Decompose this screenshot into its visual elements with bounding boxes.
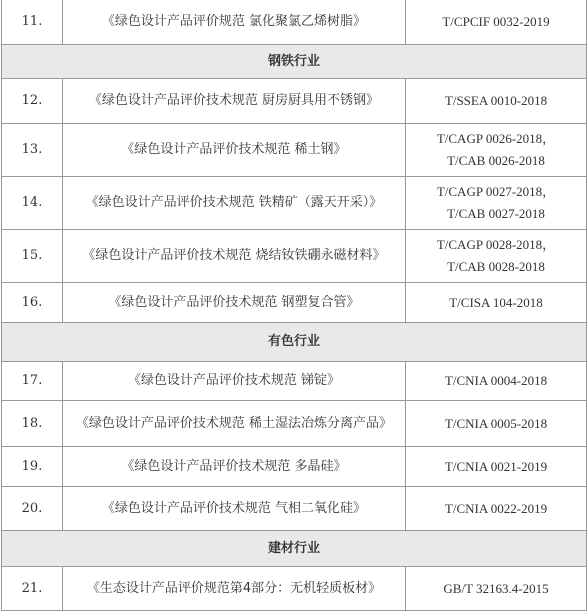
table-row xyxy=(2,230,587,283)
standard-title: 《绿色设计产品评价技术规范 钢塑复合管》 xyxy=(63,283,406,323)
standard-code-line: T/CNIA 0022-2019 xyxy=(444,500,548,516)
row-number: 12. xyxy=(2,79,63,124)
standard-code-line: T/CNIA 0021-2019 xyxy=(444,458,548,474)
standard-code xyxy=(406,401,587,447)
standard-title: 《绿色设计产品评价规范 氯化聚氯乙烯树脂》 xyxy=(63,0,406,45)
standard-code xyxy=(406,79,587,124)
row-number: 15. xyxy=(2,230,63,283)
table-row xyxy=(2,401,587,447)
standard-code-line: T/CAGP 0027-2018， xyxy=(436,184,556,199)
standard-code-line: GB/T 32163.4-2015 xyxy=(443,580,549,596)
standard-code-line: T/CNIA 0005-2018 xyxy=(444,415,548,431)
standard-code xyxy=(406,230,587,283)
table-row xyxy=(2,567,587,611)
table-row xyxy=(2,283,587,323)
table-row xyxy=(2,79,587,124)
standard-title: 《生态设计产品评价规范第4部分：无机轻质板材》 xyxy=(63,567,406,611)
standard-code xyxy=(406,447,587,487)
standards-table xyxy=(1,0,587,611)
standard-code-line: T/SSEA 0010-2018 xyxy=(444,93,548,108)
standard-title: 《绿色设计产品评价技术规范 稀土湿法冶炼分离产品》 xyxy=(63,401,406,447)
table-row xyxy=(2,0,587,45)
row-number: 16. xyxy=(2,283,63,323)
standard-title: 《绿色设计产品评价技术规范 稀土钢》 xyxy=(63,124,406,177)
row-number: 19. xyxy=(2,447,63,487)
section-label: 建材行业 xyxy=(2,531,587,567)
table-row xyxy=(2,362,587,401)
standard-code xyxy=(406,283,587,323)
standard-code-line: T/CISA 104-2018 xyxy=(449,294,543,310)
row-number: 18. xyxy=(2,401,63,447)
table-row xyxy=(2,177,587,230)
standard-code xyxy=(406,124,587,177)
standard-code-line: T/CAGP 0028-2018， xyxy=(436,237,556,252)
table-row xyxy=(2,124,587,177)
standard-code-line: T/CAGP 0026-2018， xyxy=(436,131,556,146)
standard-title: 《绿色设计产品评价技术规范 锑锭》 xyxy=(63,362,406,401)
standard-code-line: T/CPCIF 0032-2019 xyxy=(442,14,550,29)
standard-code xyxy=(406,362,587,401)
standard-title: 《绿色设计产品评价技术规范 气相二氧化硅》 xyxy=(63,487,406,531)
table-row xyxy=(2,487,587,531)
section-header-building-materials xyxy=(2,531,587,567)
section-header-nonferrous xyxy=(2,323,587,362)
standard-code xyxy=(406,567,587,611)
standard-code-line: T/CAB 0027-2018 xyxy=(447,206,545,221)
standard-title: 《绿色设计产品评价技术规范 铁精矿（露天开采）》 xyxy=(63,177,406,230)
standard-code-line: T/CAB 0026-2018 xyxy=(447,153,545,168)
section-label: 钢铁行业 xyxy=(2,45,587,79)
table-row xyxy=(2,447,587,487)
row-number: 13. xyxy=(2,124,63,177)
row-number: 20. xyxy=(2,487,63,531)
section-label: 有色行业 xyxy=(2,323,587,362)
standard-code-line: T/CNIA 0004-2018 xyxy=(444,373,548,388)
standard-code xyxy=(406,487,587,531)
row-number: 17. xyxy=(2,362,63,401)
row-number: 21. xyxy=(2,567,63,611)
standard-title: 《绿色设计产品评价技术规范 烧结钕铁硼永磁材料》 xyxy=(63,230,406,283)
standard-title: 《绿色设计产品评价技术规范 厨房厨具用不锈钢》 xyxy=(63,79,406,124)
standard-code xyxy=(406,177,587,230)
row-number: 11. xyxy=(2,0,63,45)
standard-title: 《绿色设计产品评价技术规范 多晶硅》 xyxy=(63,447,406,487)
section-header-steel xyxy=(2,45,587,79)
standard-code-line: T/CAB 0028-2018 xyxy=(447,259,545,274)
standard-code xyxy=(406,0,587,45)
row-number: 14. xyxy=(2,177,63,230)
